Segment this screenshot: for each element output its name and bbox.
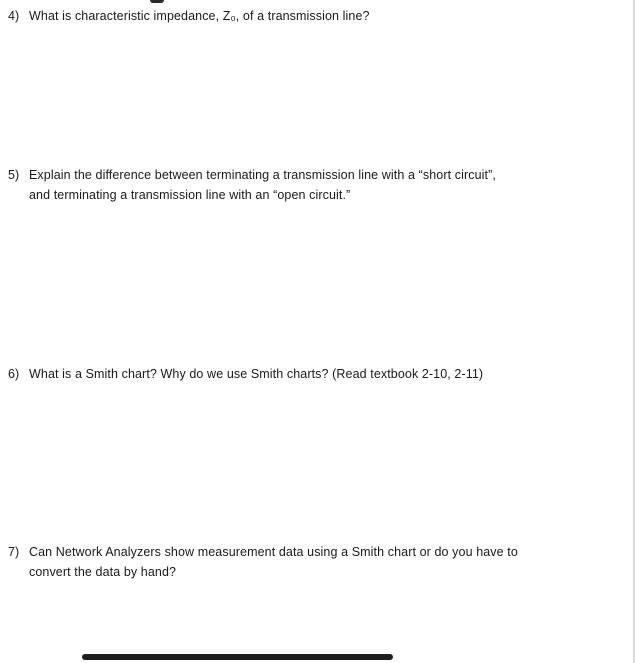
question-number: 6) [8,367,20,381]
question-text-line: Can Network Analyzers show measurement data using a Smith chart or do you have to [29,545,518,559]
question-4 [8,6,568,26]
question-number: 4) [8,9,20,23]
home-indicator-bar[interactable] [82,654,393,660]
question-number: 5) [8,168,20,182]
question-7 [8,542,568,582]
question-text-line: and terminating a transmission line with an “open circuit.” [29,188,351,202]
question-5 [8,165,568,205]
question-6 [8,364,568,384]
question-text-line: convert the data by hand? [29,565,177,579]
top-edge-artifact [150,0,164,3]
question-number: 7) [8,545,20,559]
question-text-line: What is a Smith chart? Why do we use Smith charts? (Read textbook 2-10, 2-11) [29,367,484,381]
question-text-line: What is characteristic impedance, Z₀, of a transmission line? [29,9,370,23]
question-text-line: Explain the difference between terminating a transmission line with a “short circuit”, [29,168,496,182]
